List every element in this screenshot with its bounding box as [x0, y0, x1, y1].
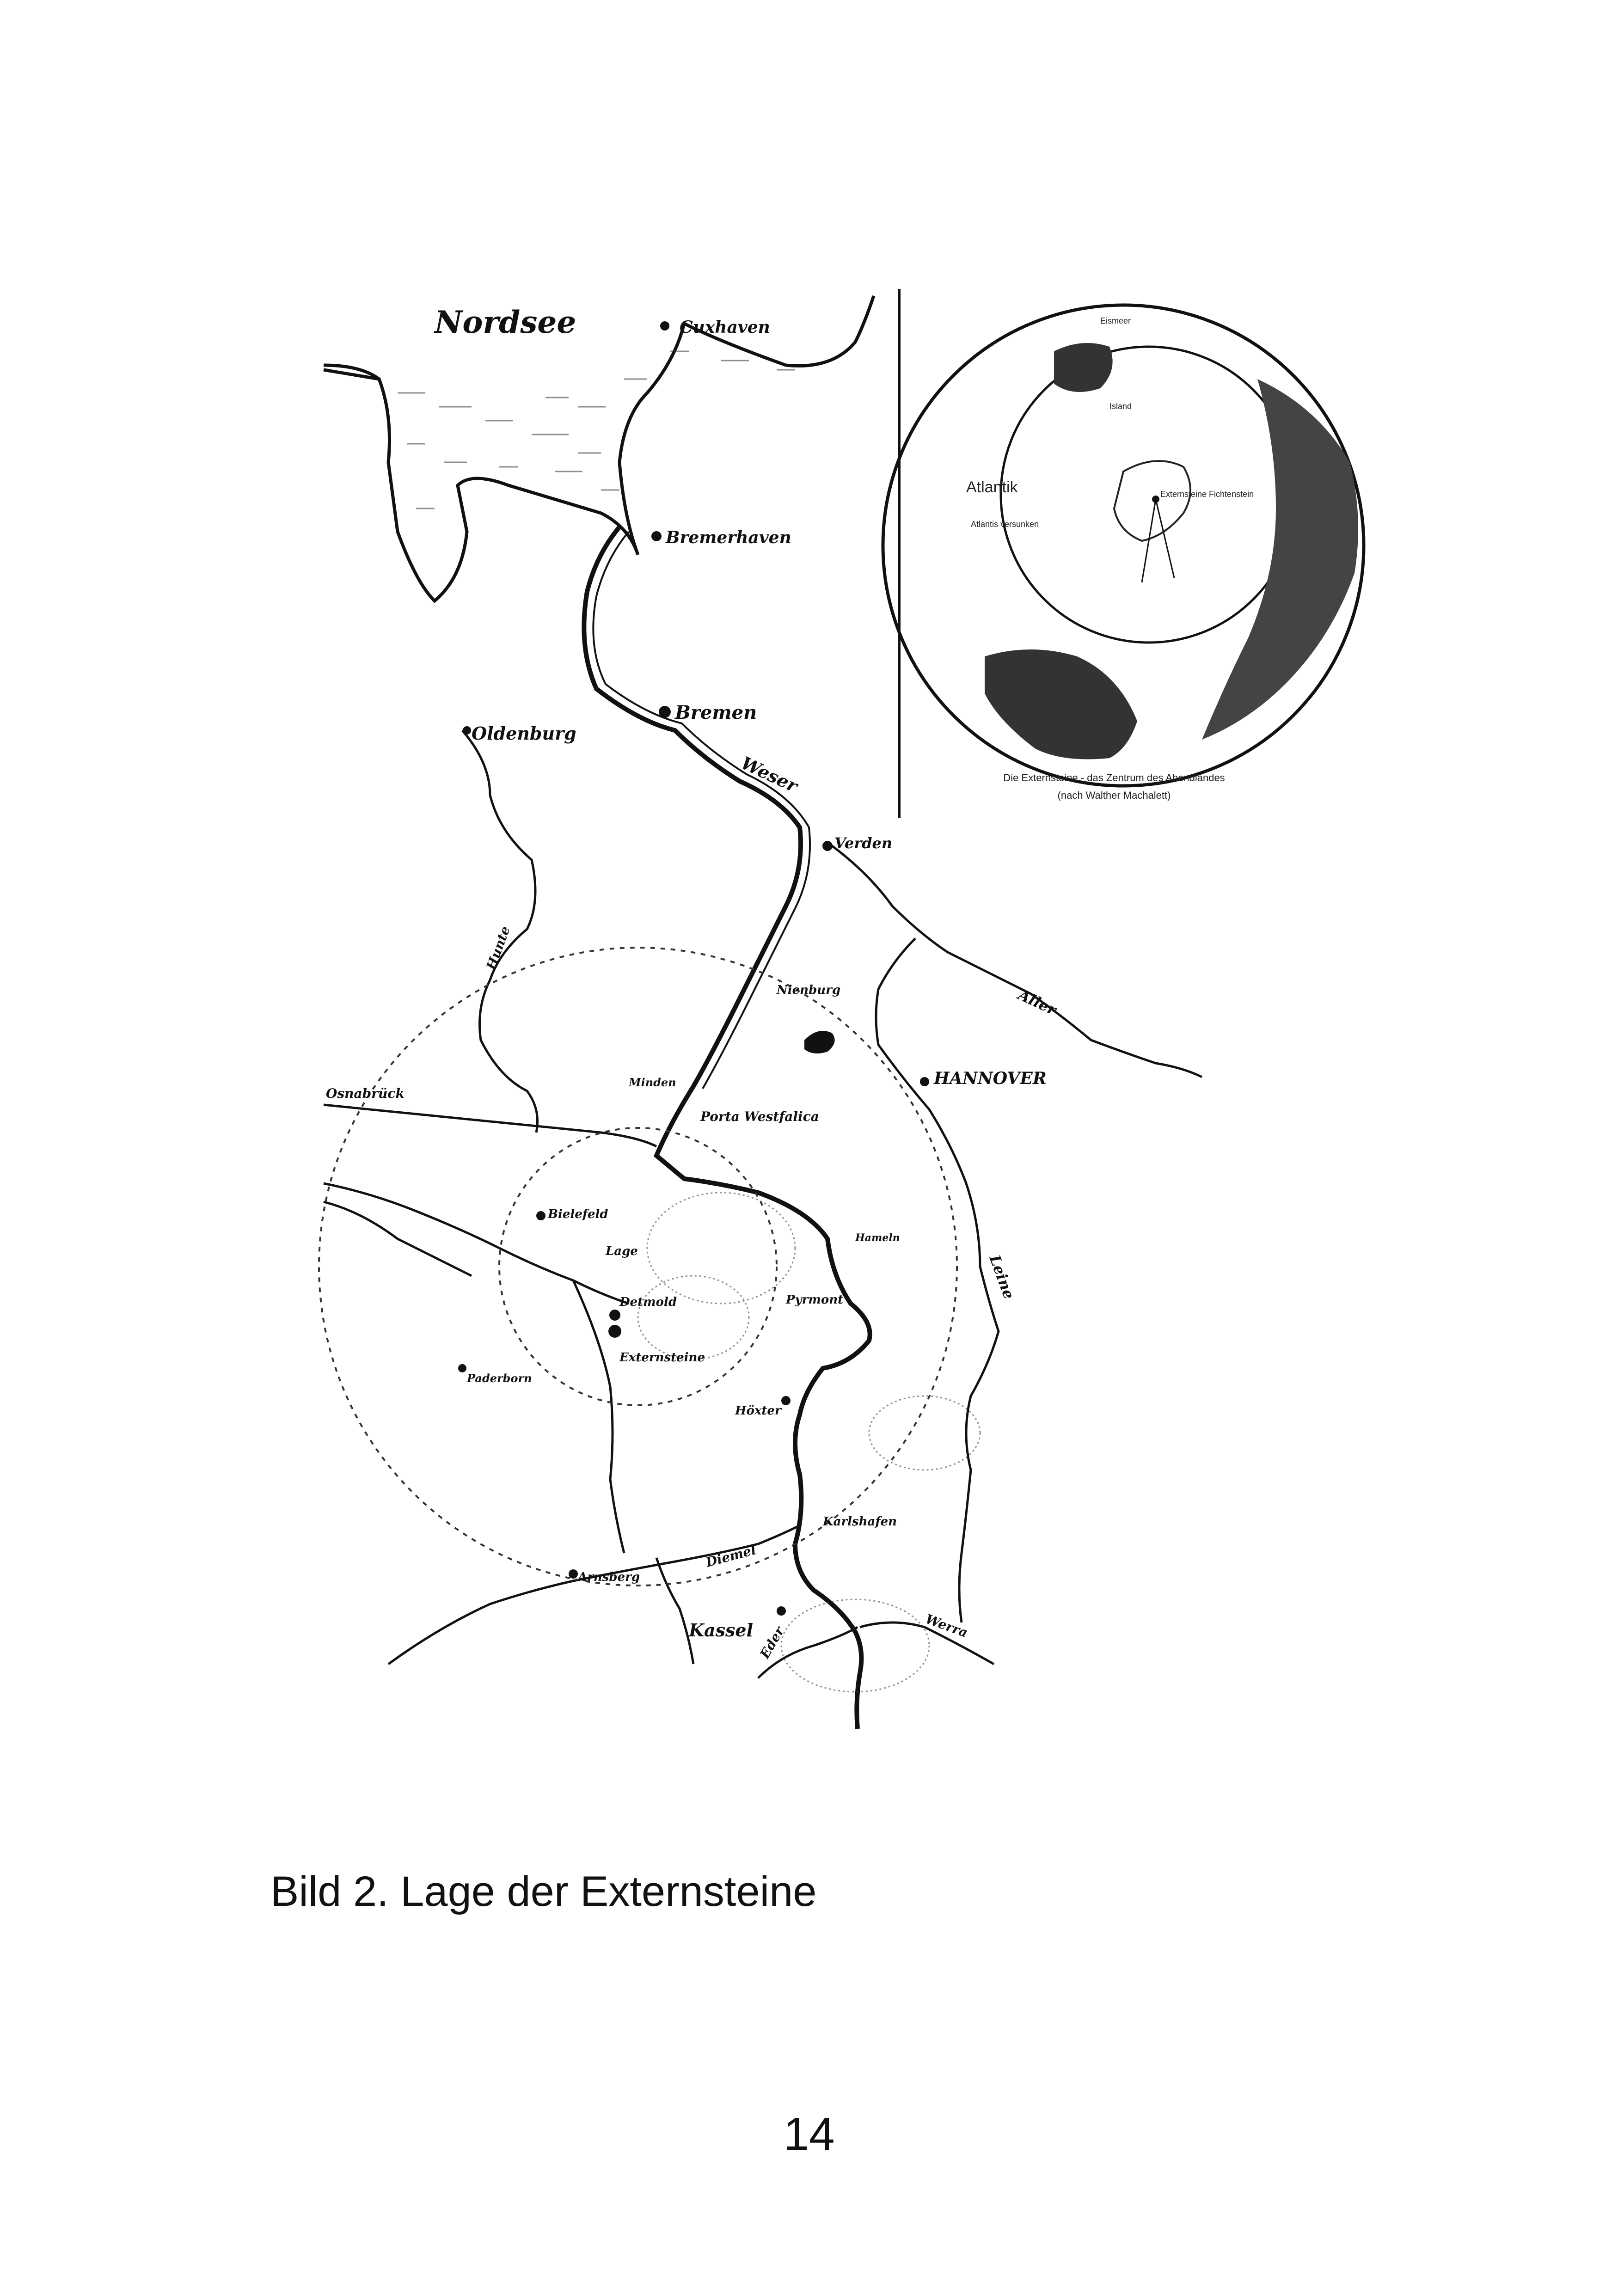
inset-label-island: Island — [1109, 402, 1132, 411]
label-river-eder: Eder — [757, 1624, 787, 1661]
label-verden: Verden — [834, 834, 893, 852]
label-porta: Porta Westfalica — [700, 1109, 819, 1124]
label-river-werra: Werra — [923, 1611, 970, 1641]
inset-landmass-greenland — [1054, 343, 1113, 392]
label-river-aller: Aller — [1015, 986, 1059, 1019]
label-paderborn: Paderborn — [467, 1371, 532, 1385]
label-hameln: Hameln — [855, 1232, 900, 1244]
inset-label-atlantik: Atlantik — [966, 478, 1018, 496]
label-nienburg: Nienburg — [777, 983, 841, 997]
label-arnsberg: Arnsberg — [578, 1570, 640, 1584]
inset-label-eismeer: Eismeer — [1100, 316, 1131, 325]
inset-globe — [883, 305, 1364, 786]
label-lage: Lage — [606, 1244, 638, 1258]
sea-label: Nordsee — [435, 304, 576, 340]
label-bielefeld: Bielefeld — [548, 1207, 608, 1221]
label-bremerhaven: Bremerhaven — [666, 528, 791, 547]
inset-caption-line2: (nach Walther Machalett) — [1057, 790, 1171, 801]
label-river-hunte: Hunte — [483, 924, 514, 972]
page-number: 14 — [783, 2108, 835, 2160]
label-river-diemel: Diemel — [704, 1542, 758, 1570]
label-osnabrueck: Osnabrück — [326, 1086, 404, 1101]
inset-label-atlantis: Atlantis versunken — [971, 520, 1039, 529]
inset-caption-line1: Die Externsteine - das Zentrum des Abendlandes — [1003, 772, 1225, 784]
label-river-weser: Weser — [738, 752, 801, 796]
inset-landmass-africa — [985, 649, 1137, 759]
label-minden: Minden — [629, 1076, 676, 1089]
label-cuxhaven: Cuxhaven — [680, 318, 770, 337]
dashed-circles — [319, 948, 957, 1586]
label-bremen: Bremen — [675, 702, 757, 723]
label-pyrmont: Pyrmont — [786, 1293, 844, 1307]
label-hannover: HANNOVER — [934, 1069, 1047, 1088]
inset-landmass-europe — [1114, 461, 1190, 541]
label-kassel: Kassel — [689, 1620, 754, 1641]
rivers-west — [324, 1105, 656, 1553]
label-karlshafen: Karlshafen — [823, 1515, 897, 1529]
label-hoexter: Höxter — [735, 1404, 781, 1418]
figure-caption: Bild 2. Lage der Externsteine — [270, 1868, 817, 1915]
label-externsteine: Externsteine — [619, 1351, 705, 1365]
rivers-south — [388, 1525, 994, 1678]
label-detmold: Detmold — [619, 1295, 677, 1309]
label-river-leine: Leine — [986, 1252, 1018, 1302]
lake — [804, 1031, 835, 1053]
inset-label-externsteine: Externsteine Fichtenstein — [1160, 490, 1254, 499]
town-dots — [458, 321, 929, 1616]
label-oldenburg: Oldenburg — [472, 723, 576, 744]
